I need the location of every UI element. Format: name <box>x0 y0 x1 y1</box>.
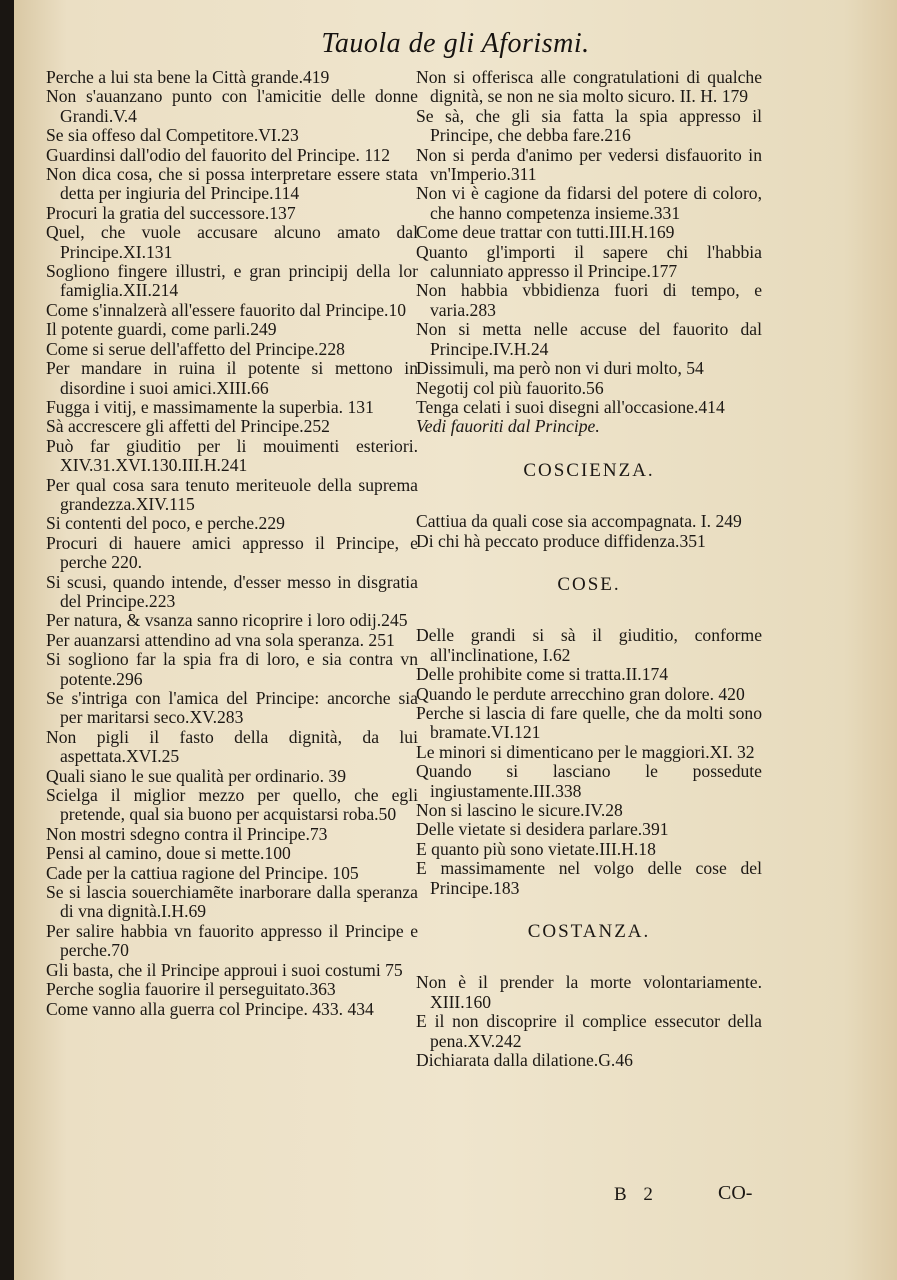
index-entry: Il potente guardi, come parli.249 <box>46 319 277 340</box>
index-entry: Non si metta nelle accuse del fauorito dal Principe.IV.H.24 <box>416 319 762 359</box>
index-entry: Quanto gl'importi il sapere chi l'habbia calunniato appresso il Principe.177 <box>416 241 762 282</box>
index-entry: Non si offerisca alle congratulationi di qualche dignità, se non ne sia molto sicuro. II. H. 179 <box>416 67 762 107</box>
index-entry: Quel, che vuole accusare alcuno amato dal Principe.XI.131 <box>46 222 418 262</box>
index-entry: Si scusi, quando intende, d'esser messo in disgratia del Principe.223 <box>46 571 418 611</box>
index-entry: Quando le perdute arrecchino gran dolore. 420 <box>416 683 745 704</box>
index-entry: Non dica cosa, che si possa interpretare essere stata detta per ingiuria del Principe.114 <box>46 164 418 204</box>
index-entry: E massimamente nel volgo delle cose del Principe.183 <box>416 858 762 898</box>
index-entry: Non s'auanzano punto con l'amicitie delle donne Grandi.V.4 <box>46 86 418 126</box>
index-entry: Scielga il miglior mezzo per quello, che egli pretende, qual sia buono per acquistarsi roba.50 <box>46 785 418 825</box>
index-entry: Delle prohibite come si tratta.II.174 <box>416 664 669 685</box>
book-page <box>14 0 897 1280</box>
index-entry: Come deue trattar con tutti.III.H.169 <box>416 222 675 243</box>
section-heading: COSE. <box>557 573 621 595</box>
index-entry: Procuri di hauere amici appresso il Principe, e perche 220. <box>46 532 418 573</box>
index-entry: Di chi hà peccato produce diffidenza.351 <box>416 530 706 551</box>
index-entry: Si sogliono far la spia fra di loro, e sia contra vn potente.296 <box>46 649 418 689</box>
left-column <box>46 68 418 1019</box>
index-entry: Tenga celati i suoi disegni all'occasione.414 <box>416 396 725 417</box>
index-entry: Se sia offeso dal Competitore.VI.23 <box>46 125 299 146</box>
index-entry: Pensi al camino, doue si mette.100 <box>46 843 291 864</box>
index-entry: Se sà, che gli sia fatta la spia appresso il Principe, che debba fare.216 <box>416 105 762 146</box>
see-also-note: Vedi fauoriti dal Principe. <box>416 416 600 437</box>
index-entry: Come s'innalzerà all'essere fauorito dal Principe.10 <box>46 299 407 320</box>
index-entry: Non pigli il fasto della dignità, da lui aspettata.XVI.25 <box>46 726 418 767</box>
index-entry: Dissimuli, ma però non vi duri molto, 54 <box>416 358 704 379</box>
section-entries <box>416 512 762 551</box>
index-entry: E quanto più sono vietate.III.H.18 <box>416 838 656 859</box>
index-entry: Per natura, & vsanza sanno ricoprire i loro odij.245 <box>46 610 408 631</box>
running-head: Tauola de gli Aforismi. <box>321 28 590 59</box>
index-entry: Per qual cosa sara tenuto meriteuole della suprema grandezza.XIV.115 <box>46 474 418 514</box>
index-entry: Per mandare in ruina il potente si mettono in disordine i suoi amici.XIII.66 <box>46 358 418 398</box>
index-entry: Negotij col più fauorito.56 <box>416 377 604 398</box>
index-entry: Delle grandi si sà il giuditio, conforme all'inclinatione, I.62 <box>416 625 762 665</box>
index-entry: Per salire habbia vn fauorito appresso il Principe e perche.70 <box>46 920 418 961</box>
section-heading: COSCIENZA. <box>523 459 655 481</box>
index-entry: Perche a lui sta bene la Città grande.419 <box>46 67 330 87</box>
index-entry: Se si lascia souerchiamẽte inarborare dalla speranza di vna dignità.I.H.69 <box>46 882 418 922</box>
index-entry: Procuri la gratia del successore.137 <box>46 202 296 223</box>
index-entry: Delle vietate si desidera parlare.391 <box>416 819 669 840</box>
index-entry: E il non discoprire il complice essecutor della pena.XV.242 <box>416 1011 762 1051</box>
index-entry: Cattiua da quali cose sia accompagnata. I. 249 <box>416 511 742 532</box>
index-entry: Sà accrescere gli affetti del Principe.252 <box>46 416 330 437</box>
index-entry: Non è il prender la morte volontariamente. XIII.160 <box>416 972 762 1012</box>
index-entry: Come si serue dell'affetto del Principe.228 <box>46 338 345 359</box>
index-entry: Gli basta, che il Principe approui i suoi costumi 75 <box>46 959 403 980</box>
index-entry: Per auanzarsi attendino ad vna sola speranza. 251 <box>46 629 395 650</box>
index-entry: Cade per la cattiua ragione del Principe. 105 <box>46 862 359 883</box>
index-entry: Se s'intriga con l'amica del Principe: ancorche sia per maritarsi seco.XV.283 <box>46 688 418 728</box>
index-entry: Guardinsi dall'odio del fauorito del Principe. 112 <box>46 144 391 165</box>
section-entries <box>416 973 762 1070</box>
index-entry: Non vi è cagione da fidarsi del potere di coloro, che hanno competenza insieme.331 <box>416 183 762 223</box>
index-entry: Sogliono fingere illustri, e gran principij della lor famiglia.XII.214 <box>46 261 418 301</box>
index-entry: Non si lascino le sicure.IV.28 <box>416 800 623 820</box>
signature-mark: B 2 <box>614 1184 659 1205</box>
index-entry: Fugga i vitij, e massimamente la superbia. 131 <box>46 396 374 417</box>
index-entry: Non habbia vbbidienza fuori di tempo, e varia.283 <box>416 280 762 320</box>
index-entry: Quali siano le sue qualità per ordinario. 39 <box>46 765 346 786</box>
right-column <box>416 68 762 1070</box>
index-entry: Dichiarata dalla dilatione.G.46 <box>416 1050 633 1071</box>
section-heading: COSTANZA. <box>527 921 651 943</box>
index-entry: Può far giuditio per li mouimenti esteriori. XIV.31.XVI.130.III.H.241 <box>46 435 418 476</box>
index-entry: Quando si lasciano le possedute ingiustamente.III.338 <box>416 761 762 801</box>
index-entry: Come vanno alla guerra col Principe. 433. 434 <box>46 998 374 1019</box>
index-entry: Non mostri sdegno contra il Principe.73 <box>46 823 328 844</box>
section-entries <box>416 626 762 898</box>
index-entry: Si contenti del poco, e perche.229 <box>46 513 285 534</box>
index-entry: Non si perda d'animo per vedersi disfauorito in vn'Imperio.311 <box>416 144 762 185</box>
catchword: CO- <box>718 1182 753 1204</box>
index-entry: Le minori si dimenticano per le maggiori.XI. 32 <box>416 741 755 762</box>
index-entry: Perche soglia fauorire il perseguitato.363 <box>46 979 336 1000</box>
index-entry: Perche si lascia di fare quelle, che da molti sono bramate.VI.121 <box>416 702 762 743</box>
